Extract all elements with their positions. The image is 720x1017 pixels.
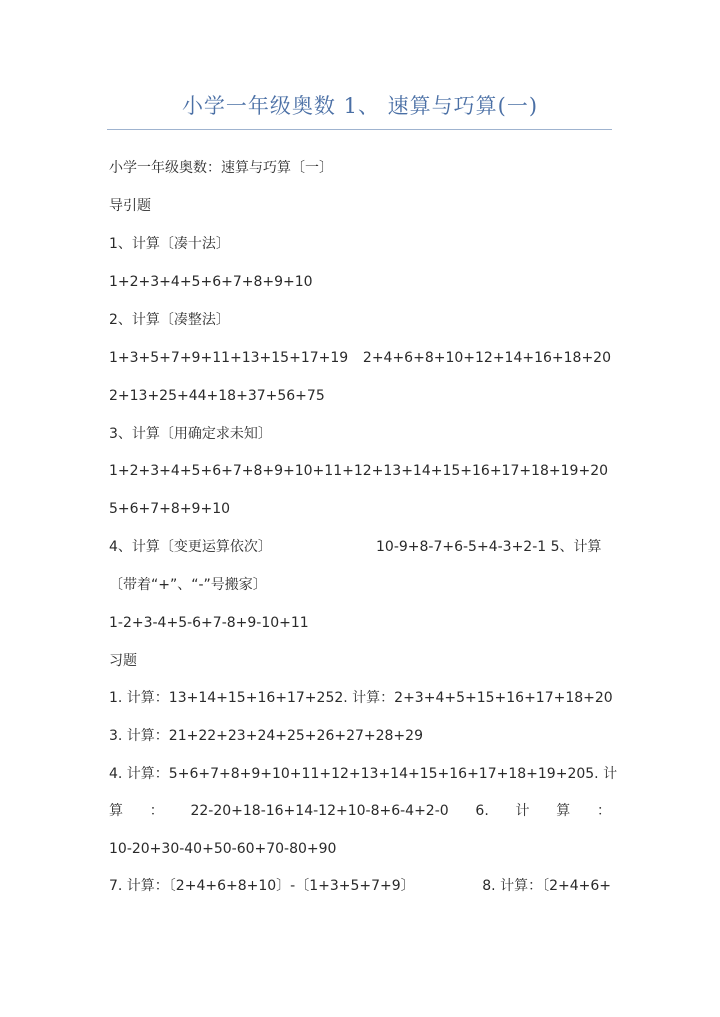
q4-row — [109, 538, 602, 556]
exercises-heading: 习题 — [109, 653, 137, 669]
q3-expression-a: 1+2+3+4+5+6+7+8+9+10+11+12+13+14+15+16+17+18+19+20 — [109, 463, 609, 479]
q3-heading: 3、计算〔用确定求未知〕 — [109, 426, 272, 442]
exercise-row-7-8 — [109, 877, 611, 895]
exercise-7: 7. 计算：〔2+4+6+8+10〕-〔1+3+5+7+9〕 — [109, 878, 415, 894]
subtitle-line: 小学一年级奥数：速算与巧算〔一〕 — [109, 160, 333, 176]
q4-heading: 4、计算〔变更运算依次〕 — [109, 539, 272, 555]
exercise-row-4 — [109, 765, 618, 783]
exercise-6-expression: 10-20+30-40+50-60+70-80+90 — [109, 841, 337, 857]
exercise-6-colon: ： — [596, 803, 611, 819]
q5-expression: 1-2+3-4+5-6+7-8+9-10+11 — [109, 615, 309, 631]
q2-heading: 2、计算〔凑整法〕 — [109, 312, 230, 328]
page-title: 小学一年级奥数 1、 速算与巧算(一) — [181, 94, 539, 118]
exercise-2: 2. 计算：2+3+4+5+15+16+17+18+20 — [334, 690, 613, 706]
exercise-5-number: 5. 计 — [585, 766, 618, 782]
title-divider — [107, 129, 612, 130]
q2-expression-b: 2+4+6+8+10+12+14+16+18+20 — [362, 350, 611, 366]
exercise-row-5-6 — [109, 802, 611, 820]
q5-heading-continued: 〔带着“+”、“-”号搬家〕 — [109, 577, 267, 593]
q1-heading: 1、计算〔凑十法〕 — [109, 236, 230, 252]
exercise-6-word-b: 算 — [556, 803, 571, 819]
exercise-4: 4. 计算：5+6+7+8+9+10+11+12+13+14+15+16+17+18+19+20 — [109, 766, 586, 782]
exercise-8: 8. 计算：〔2+4+6+ — [482, 878, 611, 894]
exercise-6-number: 6. — [475, 803, 489, 819]
q2-expression-c: 2+13+25+44+18+37+56+75 — [109, 388, 325, 404]
q3-expression-b: 5+6+7+8+9+10 — [109, 501, 231, 517]
q2-expression-row — [109, 349, 611, 367]
exercise-6-word-a: 计 — [515, 803, 530, 819]
exercise-5-word-a: 算 — [109, 803, 123, 819]
exercise-row-1 — [109, 689, 611, 707]
q2-expression-a: 1+3+5+7+9+11+13+15+17+19 — [109, 350, 349, 366]
intro-heading: 导引题 — [109, 198, 151, 214]
exercise-5-colon: ： — [149, 803, 164, 819]
exercise-3: 3. 计算：21+22+23+24+25+26+27+28+29 — [109, 728, 423, 744]
exercise-1: 1. 计算：13+14+15+16+17+25 — [109, 690, 335, 706]
exercise-5-expression: 22-20+18-16+14-12+10-8+6-4+2-0 — [190, 803, 449, 819]
q4-expression: 10-9+8-7+6-5+4-3+2-1 5、计算 — [376, 539, 602, 555]
q1-expression: 1+2+3+4+5+6+7+8+9+10 — [109, 274, 313, 290]
